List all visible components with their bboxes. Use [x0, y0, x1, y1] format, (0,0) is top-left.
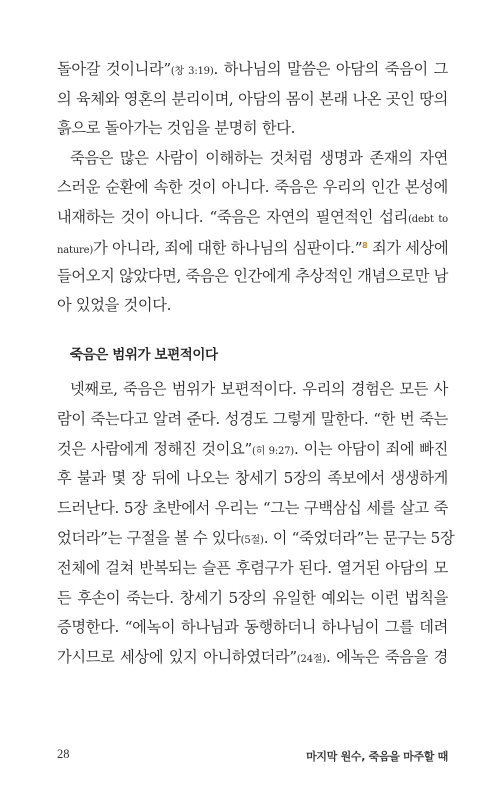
text-line [70, 147, 448, 169]
text-line [57, 467, 448, 489]
text-run: 넷째로, 죽음은 범위가 보편적이다. 우리의 경험은 모든 사 [70, 380, 448, 398]
text-run: 었더라”는 구절을 볼 수 있다 [57, 529, 241, 547]
citation-text: (창 3:19) [170, 66, 214, 77]
citation-text: (debt to [408, 213, 449, 225]
page-number: 28 [57, 747, 70, 761]
citation-text: (5절) [240, 535, 264, 546]
text-line [57, 117, 448, 139]
section-heading: 죽음은 범위가 보편적이다 [70, 347, 218, 363]
text-line [57, 176, 448, 198]
citation-text: (24절) [296, 654, 327, 666]
text-line [57, 497, 448, 519]
text-run: 아 있었을 것이다. [57, 296, 172, 314]
text-run: 든 후손이 죽는다. 창세기 5장의 유일한 예외는 이런 법칙을 [57, 588, 448, 607]
citation-text: (히 9:27) [252, 445, 295, 457]
citation-text: nature) [57, 245, 94, 256]
text-run: 죄가 세상에 [367, 239, 449, 257]
text-run: 가 아니라, 죄에 대한 하나님의 심판이다.” [93, 239, 363, 257]
text-line [57, 646, 448, 671]
text-line [57, 587, 448, 609]
text-run: 증명한다. “에녹이 하나님과 동행하더니 하나님이 그를 데려 [57, 618, 448, 637]
text-run: 죽음은 많은 사람이 이해하는 것처럼 생명과 존재의 자연 [70, 148, 448, 167]
text-run: 드러난다. 5장 초반에서 우리는 “그는 구백삼십 세를 살고 죽 [57, 499, 448, 518]
text-run: 들어오지 않았다면, 죽음은 인간에게 추상적인 개념으로만 남 [57, 266, 448, 285]
text-run: 람이 죽는다고 알려 준다. 성경도 그렇게 말한다. “한 번 죽는 [57, 409, 448, 428]
text-line [57, 616, 448, 638]
text-line [57, 206, 448, 231]
text-line [57, 438, 448, 463]
text-run: 전체에 걸쳐 반복되는 슬픈 후렴구가 된다. 열거된 아담의 모 [57, 558, 448, 577]
text-line [57, 557, 448, 579]
text-line [57, 235, 448, 262]
text-line [70, 378, 448, 400]
text-run: 스러운 순환에 속한 것이 아니다. 죽음은 우리의 인간 본성에 [57, 178, 448, 196]
text-run: . 에녹은 죽음을 경 [326, 648, 448, 667]
text-run: 흙으로 돌아가는 것임을 분명히 한다. [57, 119, 296, 137]
text-run: 돌아갈 것이니라” [57, 60, 171, 78]
text-line [57, 58, 448, 83]
footnote-marker: 8 [362, 241, 368, 250]
running-footer-title: 마지막 원수, 죽음을 마주할 때 [306, 750, 448, 763]
text-line [57, 265, 448, 287]
text-run: . 하나님의 말씀은 아담의 죽음이 그 [213, 60, 448, 78]
text-line [57, 294, 448, 316]
text-run: . 이 “죽었더라”는 문구는 5장 [263, 529, 455, 547]
text-line [57, 88, 448, 110]
text-run: 가시므로 세상에 있지 아니하였더라” [57, 648, 297, 667]
text-run: 의 육체와 영혼의 분리이며, 아담의 몸이 본래 나온 곳인 땅의 [57, 89, 448, 108]
text-line [57, 527, 455, 552]
text-run: 후 불과 몇 장 뒤에 나오는 창세기 5장의 족보에서 생생하게 [57, 469, 448, 488]
text-line [57, 408, 448, 430]
text-run: 것은 사람에게 정해진 것이요” [57, 439, 253, 458]
text-run: . 이는 아담이 죄에 빠진 [294, 439, 448, 458]
text-run: 내재하는 것이 아니다. “죽음은 자연의 필연적인 섭리 [57, 207, 409, 226]
